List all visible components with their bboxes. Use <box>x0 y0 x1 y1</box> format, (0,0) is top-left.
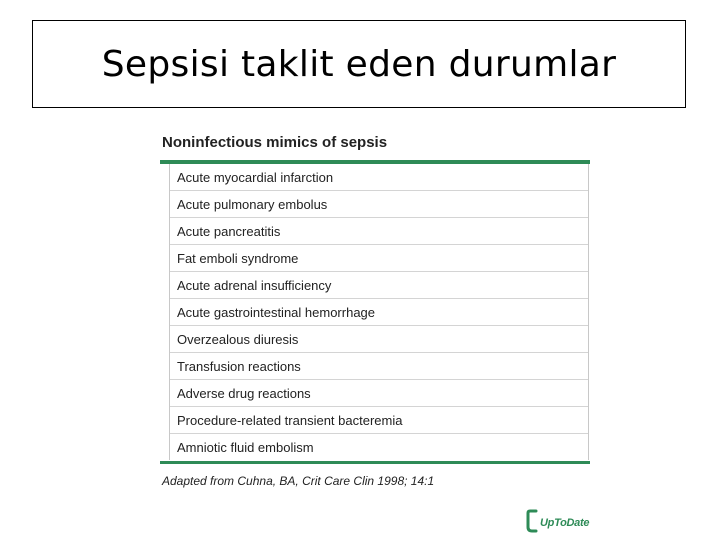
source-citation: Adapted from Cuhna, BA, Crit Care Clin 1998; 14:1 <box>162 474 435 488</box>
table-title: Noninfectious mimics of sepsis <box>162 134 388 151</box>
table-row: Fat emboli syndrome <box>170 245 588 272</box>
uptodate-bracket-icon <box>526 509 538 537</box>
table-row: Transfusion reactions <box>170 353 588 380</box>
table-row: Acute pulmonary embolus <box>170 191 588 218</box>
table-row: Acute myocardial infarction <box>170 164 588 191</box>
slide-title-box <box>32 20 686 108</box>
table-row: Procedure-related transient bacteremia <box>170 407 588 434</box>
table-row: Adverse drug reactions <box>170 380 588 407</box>
table-row: Overzealous diuresis <box>170 326 588 353</box>
mimics-table <box>169 164 589 460</box>
table-row: Amniotic fluid embolism <box>177 439 314 455</box>
table-row: Acute pancreatitis <box>170 218 588 245</box>
slide-title: Sepsisi taklit eden durumlar <box>101 43 617 85</box>
uptodate-logo <box>526 509 589 537</box>
table-row: Acute gastrointestinal hemorrhage <box>170 299 588 326</box>
table-row: Acute adrenal insufficiency <box>170 272 588 299</box>
table-bottom-rule <box>160 461 590 464</box>
logo-text: UpToDate <box>540 517 590 529</box>
